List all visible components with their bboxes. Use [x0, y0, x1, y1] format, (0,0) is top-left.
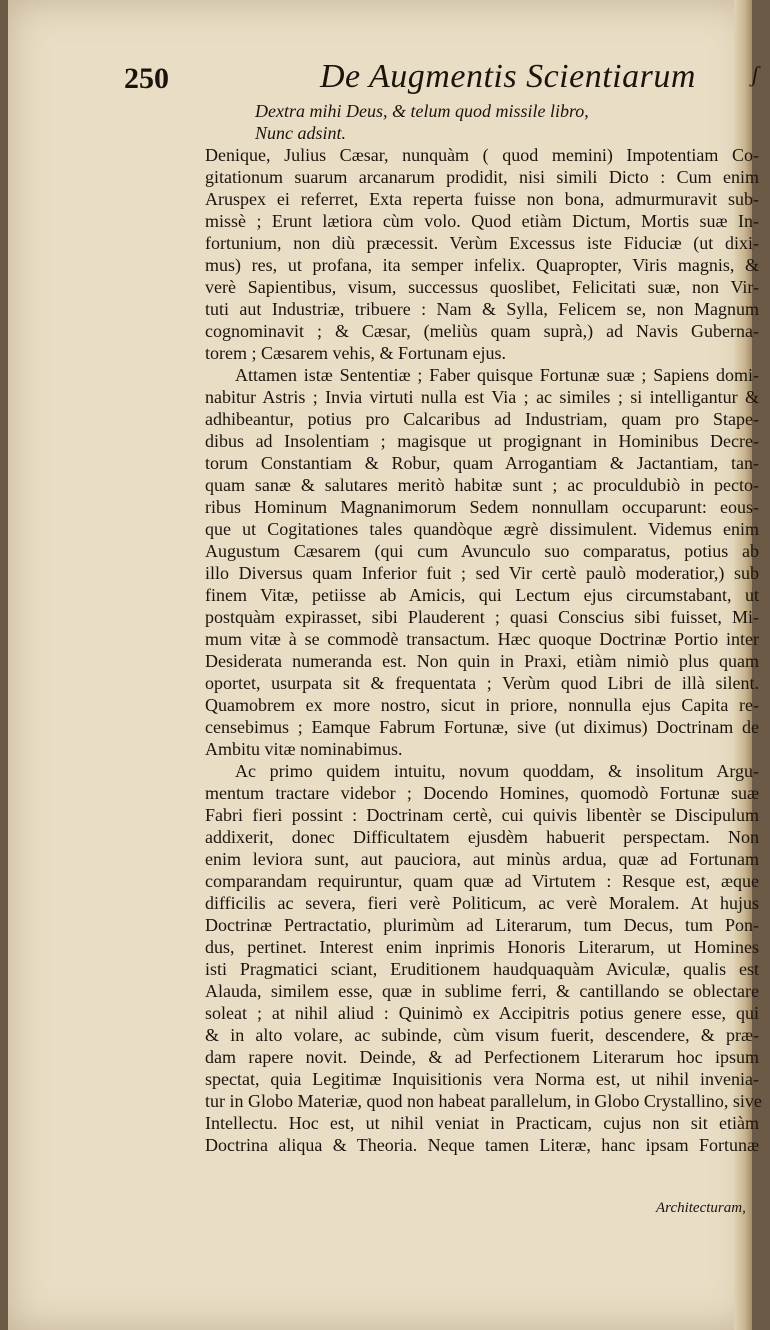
page-header: [124, 58, 759, 98]
text-line: cognominavit ; & Cæsar, (meliùs quam suprà,) ad Navis Guberna-: [205, 321, 759, 341]
text-line: finem Vitæ, petiisse ab Amicis, qui Lectum ejus circumstabant, ut: [205, 585, 759, 605]
text-line: Dextra mihi Deus, & telum quod missile libro,: [255, 101, 589, 121]
text-line: comparandam requiruntur, quam quæ ad Virtutem : Resque est, æque: [205, 871, 759, 891]
text-line: dus, pertinet. Interest enim inprimis Honoris Literarum, ut Homines: [205, 937, 759, 957]
text-line: Nunc adsint.: [255, 123, 347, 143]
text-line: mentum tractare videbor ; Docendo Homines, quomodò Fortunæ suæ: [205, 783, 759, 803]
text-line: torum Constantiam & Robur, quam Arrogantiam & Jactantiam, tan-: [205, 453, 759, 473]
text-line: Augustum Cæsarem (qui cum Avunculo suo comparatus, potius ab: [205, 541, 759, 561]
text-line: difficilis ac severa, fieri verè Politicum, ac verè Moralem. At hujus: [205, 893, 759, 913]
text-line: soleat ; at nihil aliud : Quinimò ex Accipitris potius genere esse, qui: [205, 1003, 759, 1023]
text-line: Quamobrem ex more nostro, sicut in priore, nonnulla ejus Capita re-: [205, 695, 759, 715]
text-line: tuti aut Industriæ, tribuere : Nam & Sylla, Felicem se, non Magnum: [205, 299, 759, 319]
text-line: dibus ad Insolentiam ; magisque ut progignant in Hominibus Decre-: [205, 431, 759, 451]
text-line: Fabri fieri possint : Doctrinam certè, cui quivis libentèr se Discipulum: [205, 805, 759, 825]
text-line: Denique, Julius Cæsar, nunquàm ( quod memini) Impotentiam Co-: [205, 145, 759, 165]
text-line: illo Diversus quam Inferior fuit ; sed Vir certè paulò moderatior,) sub: [205, 563, 759, 583]
text-line: fortunium, non diù præcessit. Verùm Excessus iste Fiduciæ (ut dixi-: [205, 233, 759, 253]
text-line: censebimus ; Eamque Fabrum Fortunæ, sive (ut diximus) Doctrinam de: [205, 717, 759, 737]
text-line: gitationum suarum arcanarum prodidit, nisi simili Dicto : Cum enim: [205, 167, 759, 187]
text-line: enim leviora sunt, aut pauciora, aut minùs ardua, quæ ad Fortunam: [205, 849, 759, 869]
header-mark: ʃ: [752, 62, 759, 87]
text-line: spectat, quia Legitimæ Inquisitionis vera Norma est, ut nihil invenia-: [205, 1069, 759, 1089]
text-line: & in alto volare, ac subinde, cùm visum fuerit, descendere, & præ-: [205, 1025, 759, 1045]
text-line: Intellectu. Hoc est, ut nihil veniat in Practicam, cujus non sit etiàm: [205, 1113, 759, 1133]
text-line: verè Sapientibus, visum, successus quoslibet, Felicitati suæ, non Vir-: [205, 277, 759, 297]
text-line: mum vitæ à se commodè transactum. Hæc quoque Doctrinæ Portio inter: [205, 629, 759, 649]
text-line: que ut Cogitationes tales quandòque ægrè dissimulent. Videmus enim: [205, 519, 759, 539]
text-line: Ambitu vitæ nominabimus.: [205, 739, 403, 759]
text-line: Alauda, similem esse, quæ in sublime ferri, & cantillando se oblectare: [205, 981, 759, 1001]
text-line: mus) res, ut profana, ita semper infelix. Quapropter, Viris magnis, &: [205, 255, 759, 275]
text-line: oportet, usurpata sit & frequentata ; Verùm quod Libri de illà silent.: [205, 673, 759, 693]
text-line: tur in Globo Materiæ, quod non habeat parallelum, in Globo Crystallino, sive: [205, 1091, 762, 1111]
text-line: nabitur Astris ; Invia virtuti nulla est Via ; ac similes ; si intelligantur &: [205, 387, 759, 407]
text-line: Ac primo quidem intuitu, novum quoddam, & insolitum Argu-: [235, 761, 759, 781]
text-line: Attamen istæ Sententiæ ; Faber quisque Fortunæ suæ ; Sapiens domi-: [235, 365, 759, 385]
text-line: missè ; Erunt lætiora cùm volo. Quod etiàm Dictum, Mortis suæ In-: [205, 211, 759, 231]
text-line: torem ; Cæsarem vehis, & Fortunam ejus.: [205, 343, 506, 363]
catchword: Architecturam,: [656, 1200, 746, 1216]
text-line: Aruspex ei referret, Exta reperta fuisse non bona, admurmuravit sub-: [205, 189, 759, 209]
page-number: 250: [124, 62, 169, 95]
text-line: addixerit, donec Difficultatem ejusdèm habuerit perspectam. Non: [205, 827, 759, 847]
text-line: adhibeantur, potius pro Calcaribus ad Industriam, quam pro Stape-: [205, 409, 759, 429]
book-page: [8, 0, 762, 1330]
text-line: isti Pragmatici sciant, Eruditionem haudquaquàm Aviculæ, qualis est: [205, 959, 759, 979]
text-line: quam sanæ & salutares meritò habitæ sunt ; ac proculdubiò in pecto-: [205, 475, 759, 495]
text-line: Doctrinæ Pertractatio, plurimùm ad Literarum, tum Decus, tum Pon-: [205, 915, 759, 935]
body-text: [205, 100, 762, 1156]
text-line: Desiderata numeranda est. Non quin in Praxi, etiàm nimiò plus quam: [205, 651, 759, 671]
running-title: De Augmentis Scientiarum: [320, 58, 696, 95]
text-line: postquàm expirasset, sibi Plauderent ; quasi Conscius sibi fuisset, Mi-: [205, 607, 759, 627]
text-line: dam rapere novit. Deinde, & ad Perfectionem Literarum hoc ipsum: [205, 1047, 759, 1067]
text-line: Doctrina aliqua & Theoria. Neque tamen Literæ, hanc ipsam Fortunæ: [205, 1135, 759, 1155]
text-line: ribus Hominum Magnanimorum Sedem nonnullam occuparunt: eous-: [205, 497, 759, 517]
